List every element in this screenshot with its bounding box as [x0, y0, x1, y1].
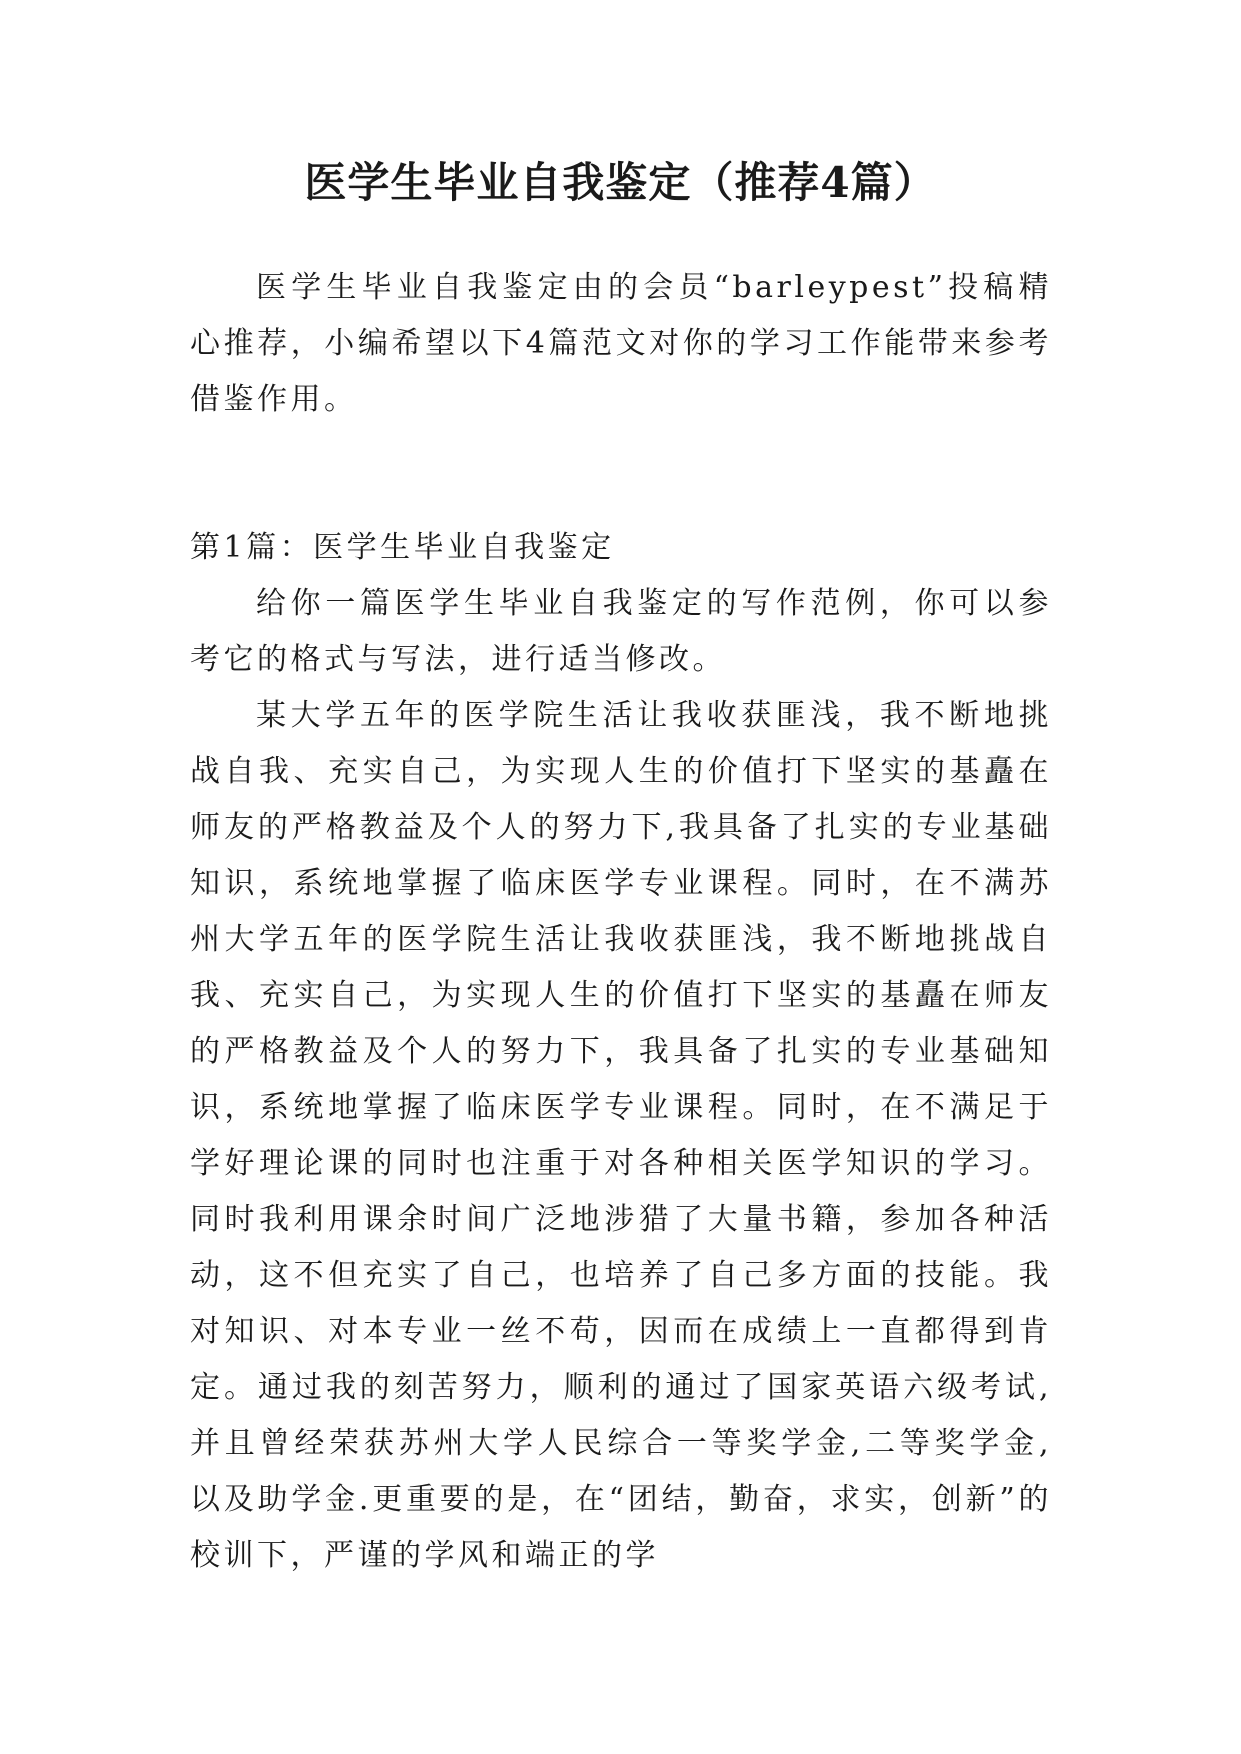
body-paragraph: 给你一篇医学生毕业自我鉴定的写作范例，你可以参考它的格式与写法，进行适当修改。 — [190, 586, 1052, 677]
chapter-heading: 第1篇：医学生毕业自我鉴定 — [190, 530, 615, 565]
document-title: 医学生毕业自我鉴定（推荐4篇） — [304, 158, 937, 207]
intro-paragraph: 医学生毕业自我鉴定由的会员“barleypest”投稿精心推荐，小编希望以下4篇范文对你的学习工作能带来参考借鉴作用。 — [190, 270, 1052, 417]
body-paragraph: 某大学五年的医学院生活让我收获匪浅，我不断地挑战自我、充实自己，为实现人生的价值打下坚实的基矗在师友的严格教益及个人的努力下,我具备了扎实的专业基础知识，系统地掌握了临床医学专业课程。同时，在不满苏州大学五年的医学院生活让我收获匪浅，我不断地挑战自我、充实自己，为实现人生的价值打下坚实的基矗在师友的严格教益及个人的努力下，我具备了扎实的专业基础知识，系统地掌握了临床医学专业课程。同时，在不满足于学好理论课的同时也注重于对各种相关医学知识的学习。同时我利用课余时间广泛地涉猎了大量书籍，参加各种活动，这不但充实了自己，也培养了自己多方面的技能。我对知识、对本专业一丝不苟，因而在成绩上一直都得到肯定。通过我的刻苦努力，顺利的通过了国家英语六级考试,并且曾经荣获苏州大学人民综合一等奖学金,二等奖学金,以及助学金.更重要的是，在“团结，勤奋，求实，创新”的校训下，严谨的学风和端正的学 — [190, 698, 1052, 1573]
